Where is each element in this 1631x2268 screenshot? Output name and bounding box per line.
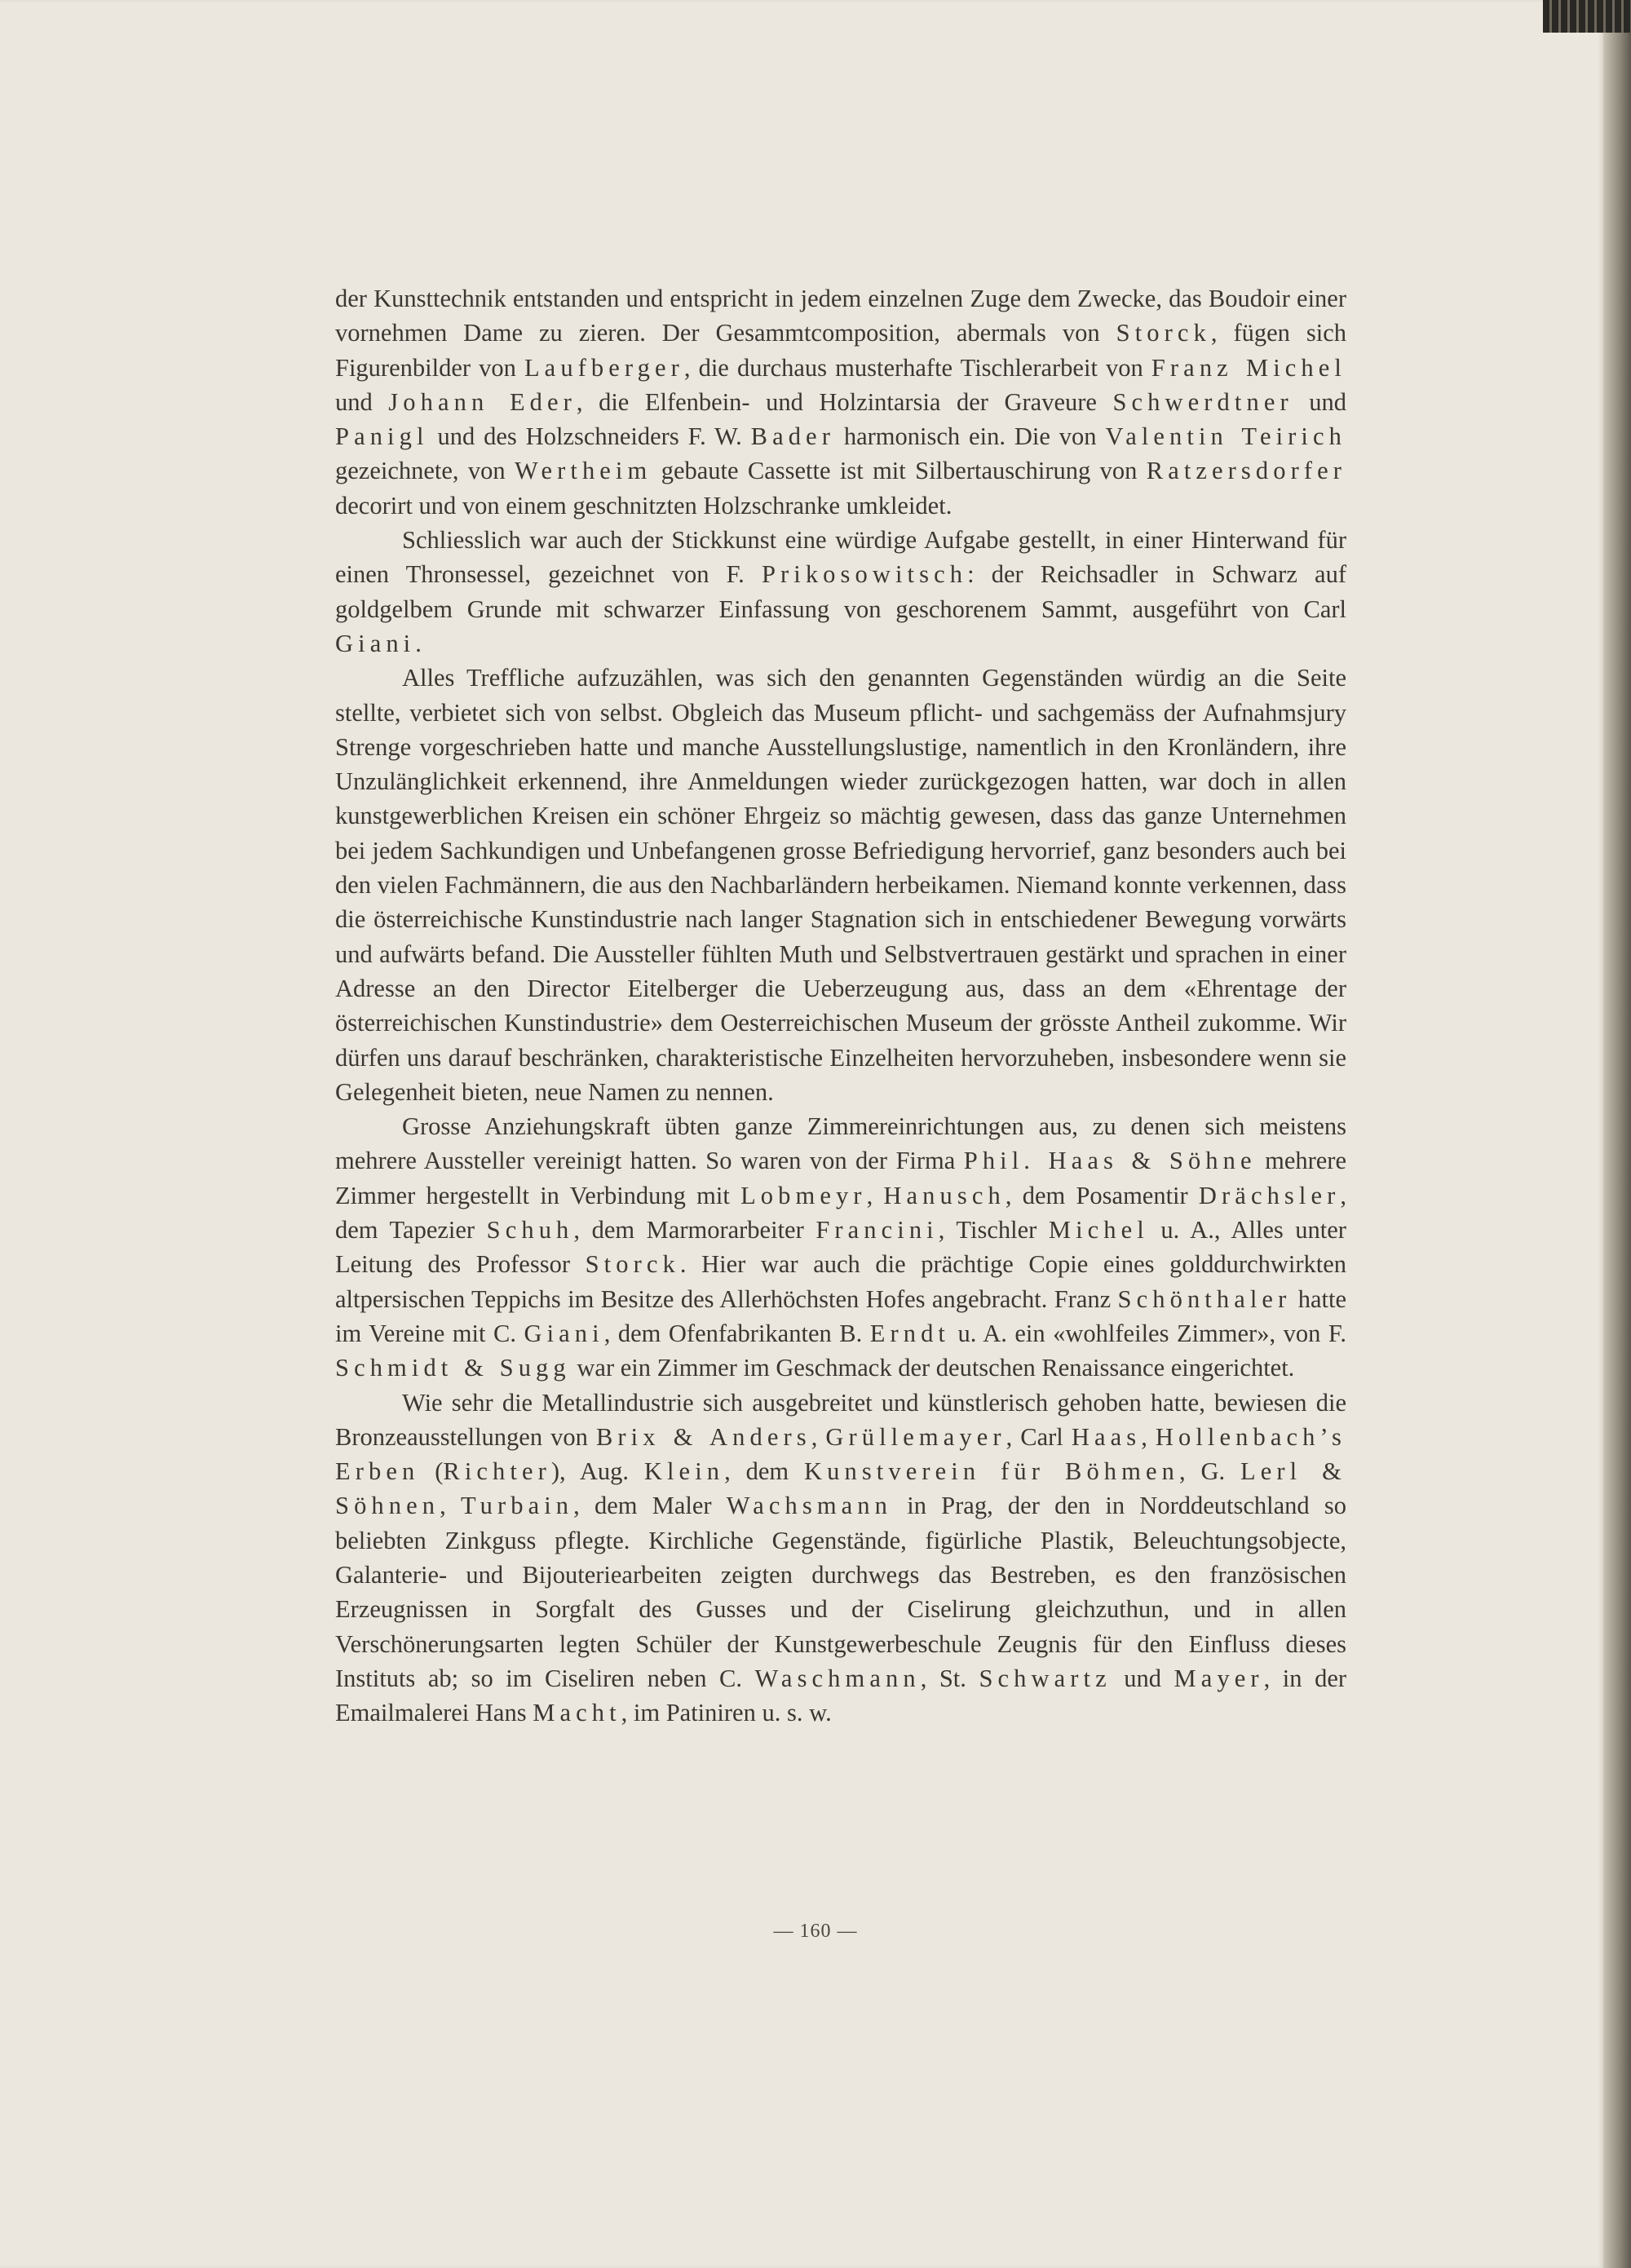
spaced-name: Erndt <box>869 1319 950 1347</box>
spaced-name: Michel <box>1048 1216 1149 1245</box>
spaced-name: Richter <box>443 1457 551 1486</box>
text-run: , dem Maler <box>573 1492 727 1520</box>
spaced-name: Prikosowitsch <box>761 560 968 589</box>
page-number: — 160 — <box>773 1921 858 1942</box>
spaced-name: Wachsmann <box>726 1492 892 1520</box>
text-run: ), Aug. <box>550 1457 644 1486</box>
paragraph <box>335 281 1346 523</box>
color-calibration-strip <box>1543 0 1631 33</box>
text-run: decorirt und von einem geschnitzten Holzschranke umkleidet. <box>335 491 953 519</box>
text-run: Schliesslich war auch der Stickkunst eine würdige Aufgabe gestellt, in einer Hinterwand für einen Thronsessel, gezeichnet von F. <box>335 526 1346 589</box>
text-run: Grosse Anziehungskraft übten ganze Zimmereinrichtungen aus, zu denen sich meistens mehrere Aussteller vereinigt hatten. So waren von der Firma <box>335 1112 1346 1175</box>
spaced-name: Lerl & Söhnen <box>335 1457 1346 1520</box>
spaced-name: Hanusch <box>883 1181 1006 1209</box>
spaced-name: Schönthaler <box>1117 1284 1292 1313</box>
text-run: ( <box>419 1457 444 1486</box>
text-run: , dem Ofenfabrikanten B. <box>603 1319 870 1347</box>
spaced-name: Bader <box>750 422 835 451</box>
text-run: mehrere Zimmer hergestellt in Verbindung mit <box>335 1147 1346 1209</box>
text-run: , fügen sich Figurenbilder von <box>335 319 1347 382</box>
text-run: hatte im Vereine mit C. <box>335 1284 1346 1347</box>
spaced-name: Schuh <box>486 1216 574 1245</box>
spaced-name: Franz Michel <box>1151 353 1346 382</box>
spaced-name: Storck <box>585 1250 680 1279</box>
text-run: der Kunsttechnik entstanden und entspricht in jedem einzelnen Zuge dem Zwecke, das Boudoir einer vornehmen Dame zu zieren. Der Gesammtcomposition, abermals von <box>335 285 1346 347</box>
spaced-name: Macht <box>533 1699 621 1727</box>
text-run: , die Elfenbein- und Holzintarsia der Graveure <box>576 387 1113 416</box>
spaced-name: Drächsler <box>1198 1181 1341 1209</box>
spaced-name: Waschmann <box>754 1664 921 1692</box>
text-run: . Hier war auch die prächtige Copie eines golddurchwirkten altpersischen Teppichs im Besitze des Allerhöchsten Hofes angebracht. Franz <box>335 1250 1346 1313</box>
spaced-name: Giani <box>335 629 416 657</box>
text-run: und <box>1111 1664 1174 1692</box>
text-run: : der Reichsadler in Schwarz auf goldgelbem Grunde mit schwarzer Einfassung von geschorenem Sammt, ausgeführt von Carl <box>335 560 1346 623</box>
spaced-name: Wertheim <box>515 457 652 485</box>
spaced-name: Turbain <box>460 1492 574 1520</box>
spaced-name: Haas <box>1071 1422 1142 1451</box>
text-run: Wie sehr die Metallindustrie sich ausgebreitet und künstlerisch gehoben hatte, bewiesen die Bronzeausstellungen von <box>335 1388 1346 1451</box>
spaced-name: Hollenbach’s Erben <box>335 1422 1347 1486</box>
text-run: war ein Zimmer im Geschmack der deutschen Renaissance eingerichtet. <box>570 1354 1295 1382</box>
spaced-name: Schwartz <box>979 1664 1112 1692</box>
text-run: Alles Treffliche aufzuzählen, was sich den genannten Gegenständen würdig an die Seite stellte, verbietet sich von selbst. Obgleich das Museum pflicht- und sachgemäss der Aufnahmsjury Strenge vorgeschrieben hatte und manche Ausstellungslustige, namentlich in den Kronländern, ihre Unzulänglichkeit erkennend, ihre Anmeldungen wieder zurückgezogen hatten, war doch in allen kunstgewerblichen Kreisen ein schöner Ehrgeiz so mächtig gewesen, dass das ganze Unternehmen bei jedem Sachkundigen und Unbefangenen grosse Befriedigung hervorrief, ganz besonders auch bei den vielen Fachmännern, die aus den Nachbarländern herbeikamen. Niemand konnte verkennen, dass die österreichische Kunstindustrie nach langer Stagnation sich in entschiedener Bewegung vorwärts und aufwärts befand. Die Aussteller fühlten Muth und Selbstvertrauen gestärkt und sprachen in einer Adresse an den Director Eitelberger die Ueberzeugung aus, dass an dem «Ehrentage der österreichischen Kunstindustrie» dem Oesterreichischen Museum der grösste Antheil zukomme. Wir dürfen uns darauf beschränken, charakteristische Einzelheiten hervorzuheben, insbesondere wenn sie Gelegenheit bieten, neue Namen zu nennen. <box>335 664 1346 1106</box>
text-run: u. A., Alles unter Leitung des Professor <box>335 1216 1346 1279</box>
spaced-name: Giani <box>524 1319 604 1347</box>
text-run: , <box>1141 1422 1156 1451</box>
spaced-name: Storck <box>1116 319 1211 347</box>
text-run: , St. <box>920 1664 979 1692</box>
spaced-name: Phil. Haas & Söhne <box>963 1147 1257 1175</box>
paragraph <box>335 523 1346 661</box>
body-text <box>335 281 1346 1730</box>
text-run: u. A. ein «wohlfeiles Zimmer», von F. <box>950 1319 1346 1347</box>
text-run: , Tischler <box>938 1216 1049 1245</box>
text-run: und <box>1293 387 1347 416</box>
text-run: , Carl <box>1006 1422 1072 1451</box>
text-run: , dem <box>724 1457 805 1486</box>
text-run: und des Holzschneiders F. W. <box>428 422 751 451</box>
text-run: harmonisch ein. Die von <box>834 422 1106 451</box>
spaced-name: Francini <box>816 1216 939 1245</box>
text-run: . <box>415 629 422 657</box>
spaced-name: Schmidt & Sugg <box>335 1354 571 1382</box>
paragraph <box>335 1386 1346 1731</box>
text-run: , <box>811 1422 826 1451</box>
text-run: und <box>335 387 389 416</box>
text-run: , im Patiniren u. s. w. <box>621 1699 832 1727</box>
text-run: , dem Posamentir <box>1005 1181 1199 1209</box>
spaced-name: Brix & Anders <box>595 1422 811 1451</box>
spaced-name: Lobmeyr <box>740 1181 867 1209</box>
text-run: , die durchaus musterhafte Tischlerarbeit von <box>683 353 1151 382</box>
text-run: , dem Marmorarbeiter <box>573 1216 816 1245</box>
spaced-name: Valentin Teirich <box>1105 422 1346 451</box>
spaced-name: Panigl <box>335 422 429 451</box>
text-run: in Prag, der den in Norddeutschland so beliebten Zinkguss pflegte. Kirchliche Gegenstände, figürliche Plastik, Beleuchtungsobjecte, Galanterie- und Bijouteriearbeiten zeigten durchwegs das Bestreben, es den französischen Erzeugnissen in Sorgfalt des Gusses und der Ciselirung gleichzuthun, und in allen Verschönerungsarten legten Schüler der Kunstgewerbeschule Zeugnis für den Einfluss dieses Instituts ab; so im Ciseliren neben C. <box>335 1492 1347 1692</box>
text-run: , <box>440 1492 461 1520</box>
spaced-name: Kunstverein für Böhmen <box>804 1457 1179 1486</box>
page-edge <box>1603 0 1631 2268</box>
text-run: , in der Emailmalerei Hans <box>335 1664 1347 1727</box>
paragraph <box>335 661 1346 1109</box>
spaced-name: Ratzersdorfer <box>1146 457 1347 485</box>
spaced-name: Schwerdtner <box>1112 387 1293 416</box>
spaced-name: Mayer <box>1174 1664 1264 1692</box>
text-run: , G. <box>1178 1457 1240 1486</box>
text-run: , dem Tapezier <box>335 1181 1346 1245</box>
text-run: gebaute Cassette ist mit Silbertauschirung von <box>652 457 1147 485</box>
text-run: gezeichnete, von <box>335 457 515 485</box>
paragraph <box>335 1109 1346 1385</box>
spaced-name: Grüllemayer <box>825 1422 1006 1451</box>
text-run: , <box>866 1181 884 1209</box>
spaced-name: Johann Eder <box>388 387 577 416</box>
spaced-name: Klein <box>643 1457 725 1486</box>
spaced-name: Laufberger <box>524 353 684 382</box>
